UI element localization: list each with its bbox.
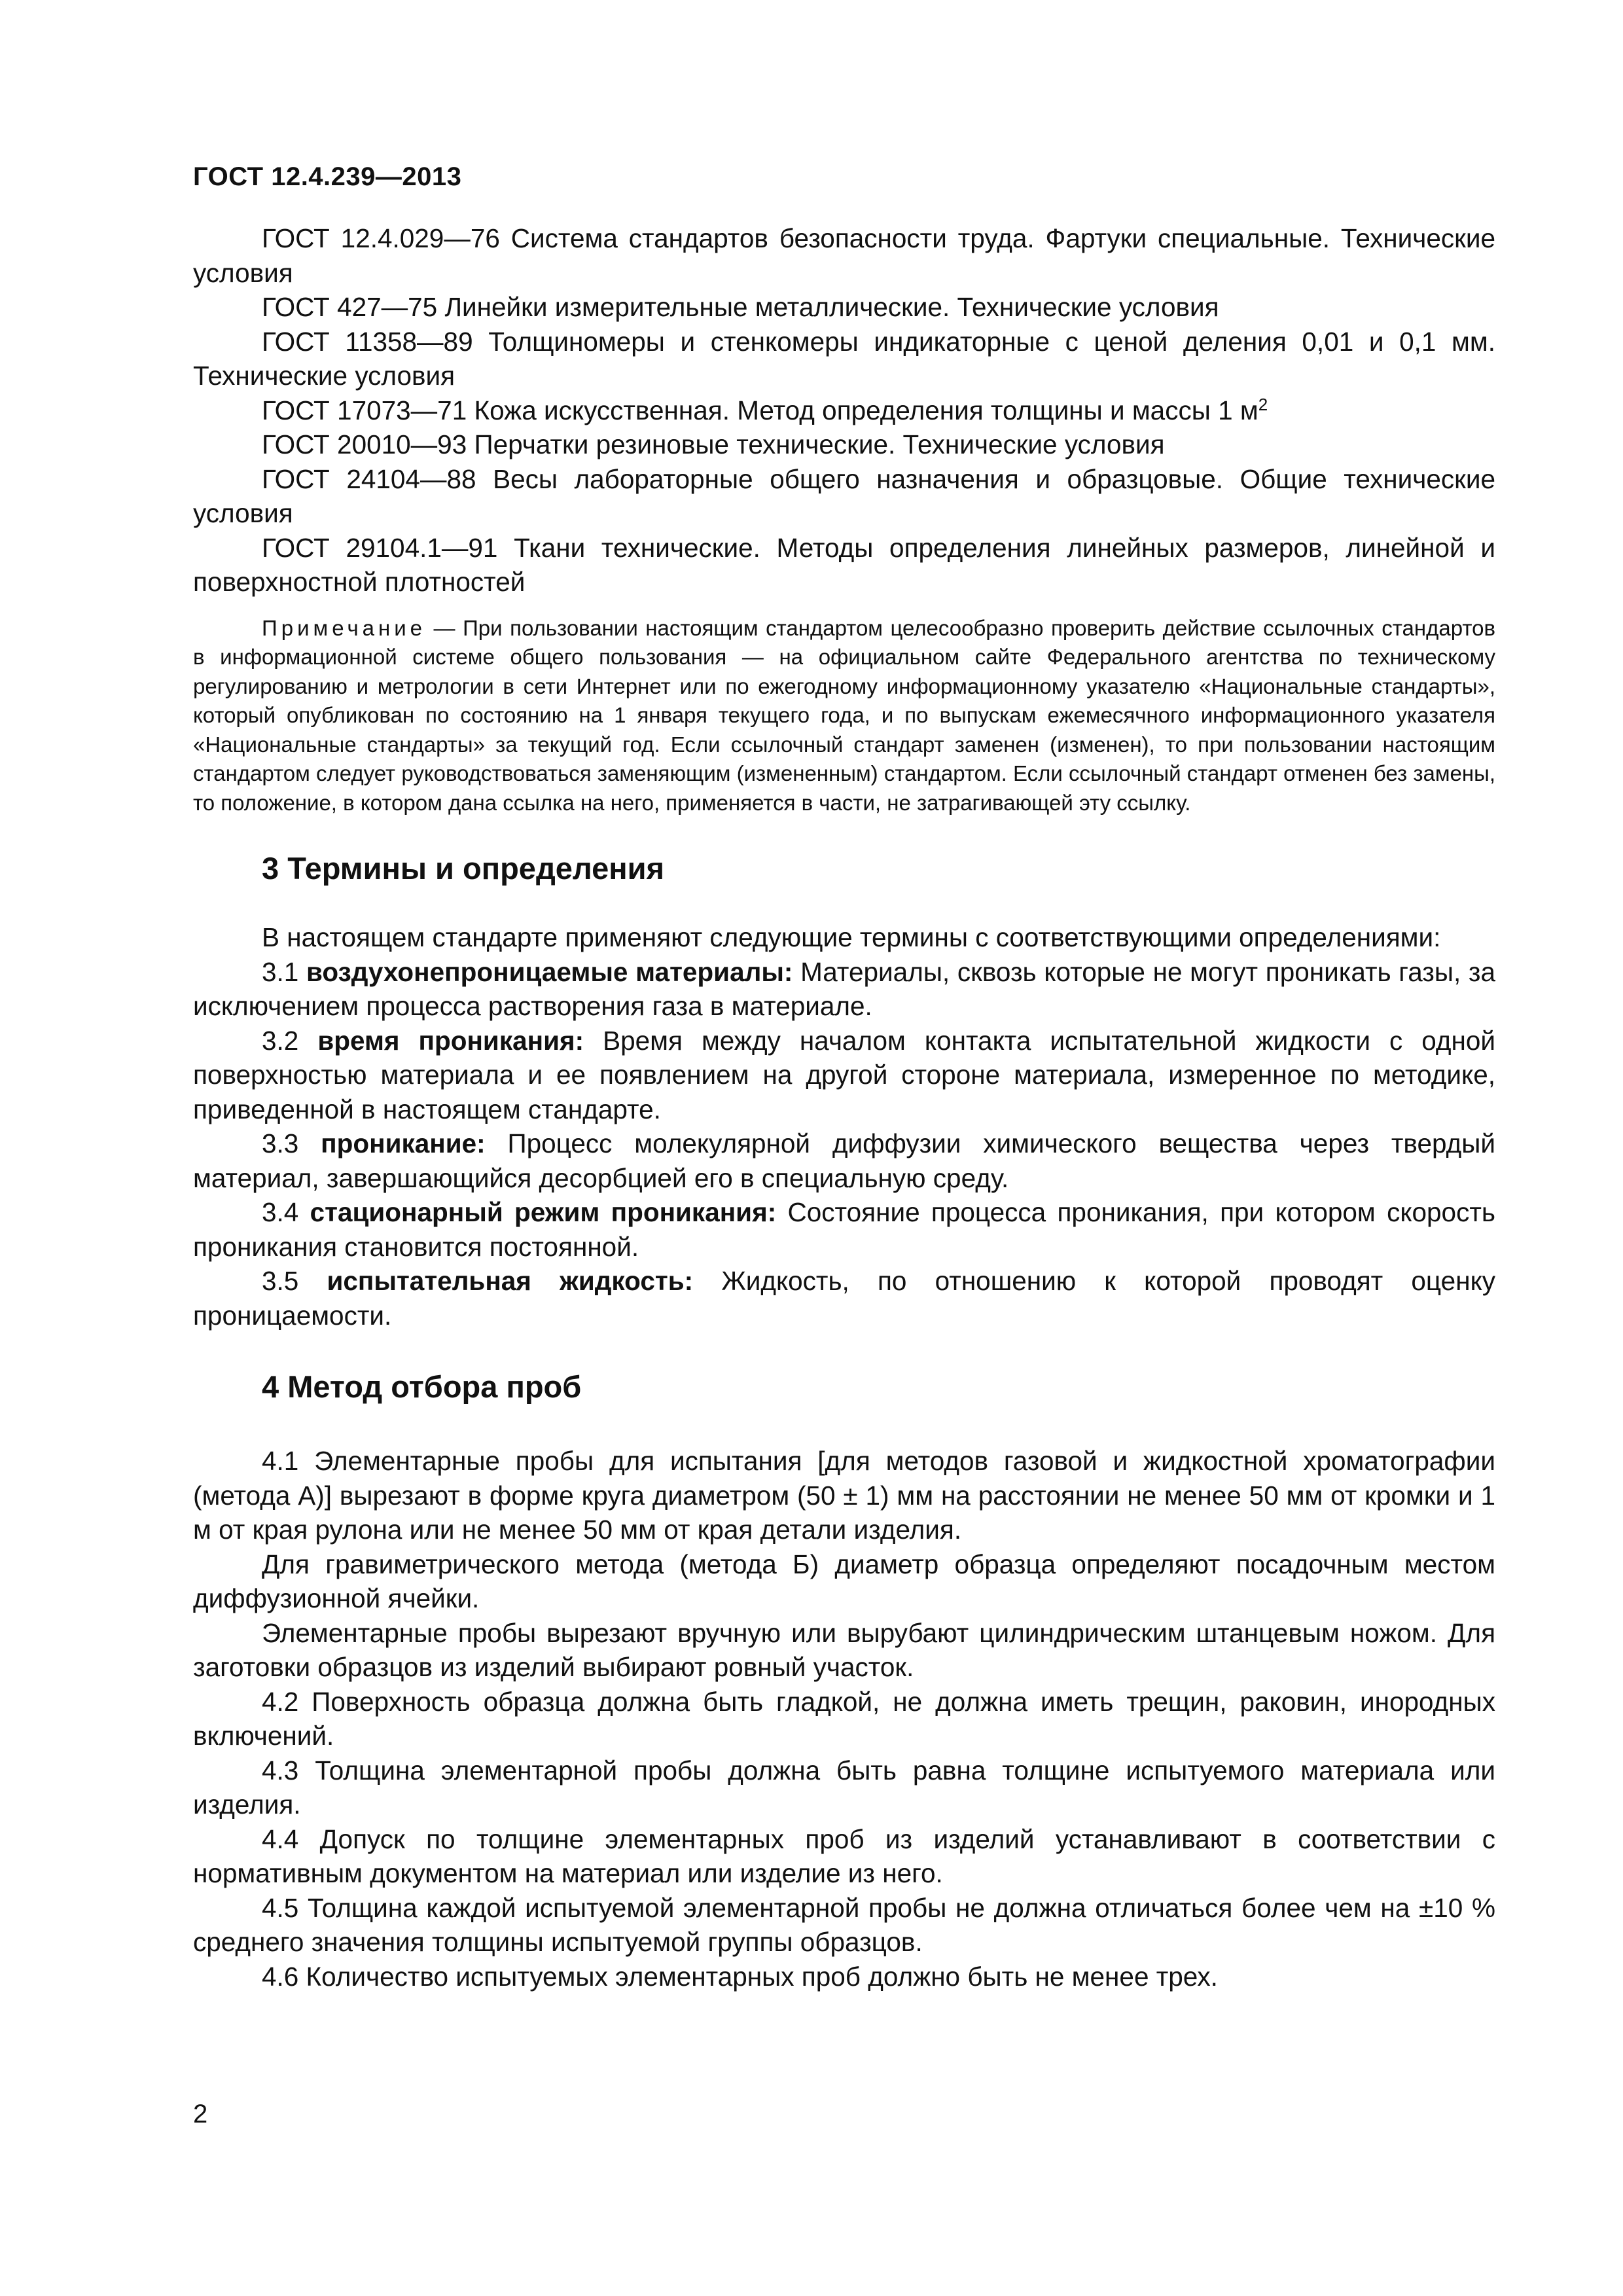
term-text: Состояние процесса проникания, при котором скорость проникания становится постоянной.: [193, 1197, 1495, 1262]
term-name: стационарный режим проникания:: [310, 1197, 777, 1227]
section-4-paragraph: 4.2 Поверхность образца должна быть гладкой, не должна иметь трещин, раковин, инородных включений.: [193, 1686, 1495, 1751]
term-number: 3.3: [262, 1128, 299, 1158]
ref-item: [193, 290, 1495, 325]
ref-item: [193, 462, 1495, 531]
ref-text: Перчатки резиновые технические. Технические условия: [474, 429, 1165, 459]
ref-code: ГОСТ 29104.1—91: [262, 532, 498, 563]
ref-text: Ткани технические. Методы определения линейных размеров, линейной и поверхностной плотностей: [193, 532, 1495, 597]
term-definition: [193, 1126, 1495, 1195]
page-content: [193, 221, 1495, 1994]
term-definition: [193, 1024, 1495, 1127]
ref-code: ГОСТ 17073—71: [262, 395, 467, 425]
ref-item: [193, 427, 1495, 462]
term-number: 3.5: [262, 1266, 299, 1296]
ref-code: ГОСТ 11358—89: [262, 326, 473, 357]
ref-item: [193, 531, 1495, 600]
section-4-paragraph: 4.1 Элементарные пробы для испытания [для методов газовой и жидкостной хроматографии (метода А)] вырезают в форме круга диаметром (50 ± 1) мм на расстоянии не менее 50 мм от кромки и 1 м от края рулона или не менее 50 мм от края детали изделия.: [193, 1446, 1495, 1545]
term-name: проникание:: [321, 1128, 486, 1158]
ref-text: Кожа искусственная. Метод определения толщины и массы 1 м: [474, 395, 1258, 425]
term-number: 3.1: [262, 956, 299, 987]
term-name: испытательная жидкость:: [327, 1266, 694, 1296]
note: [193, 614, 1495, 818]
ref-code: ГОСТ 12.4.029—76: [262, 223, 500, 253]
section-3-intro: В настоящем стандарте применяют следующие термины с соответствующими определениями:: [262, 922, 1441, 952]
term-number: 3.4: [262, 1197, 299, 1227]
term-definition: [193, 1264, 1495, 1333]
section-4-paragraph: 4.6 Количество испытуемых элементарных проб должно быть не менее трех.: [262, 1961, 1218, 1992]
term-definition: [193, 955, 1495, 1024]
ref-code: ГОСТ 20010—93: [262, 429, 467, 459]
term-text: Время между началом контакта испытательной жидкости с одной поверхностью материала и ее появлением на другой стороне материала, измеренное по методике, приведенной в настоящем стандарте.: [193, 1025, 1495, 1124]
page-number: 2: [193, 2100, 208, 2128]
term-text: Процесс молекулярной диффузии химического вещества через твердый материал, завершающийся десорбцией его в специальную среду.: [193, 1128, 1495, 1193]
term-text: Жидкость, по отношению к которой проводят оценку проницаемости.: [193, 1266, 1495, 1331]
document-header: ГОСТ 12.4.239—2013: [193, 162, 462, 191]
ref-text: Система стандартов безопасности труда. Фартуки специальные. Технические условия: [193, 223, 1495, 288]
section-4-title: 4 Метод отбора проб: [262, 1369, 582, 1404]
ref-text: Линейки измерительные металлические. Технические условия: [444, 292, 1219, 322]
ref-code: ГОСТ 24104—88: [262, 463, 476, 494]
note-text: — При пользовании настоящим стандартом целесообразно проверить действие ссылочных стандартов в информационной системе общего пользования — на официальном сайте Федерального агентства по техническому регулированию и метрологии в сети Интернет или по ежегодному информационному указателю «Национальные стандарты», который опубликован по состоянию на 1 января текущего года, и по выпускам ежемесячного информационного указателя «Национальные стандарты» за текущий год. Если ссылочный стандарт заменен (изменен), то при пользовании настоящим стандартом следует руководствоваться заменяющим (измененным) стандартом. Если ссылочный стандарт отменен без замены, то положение, в котором дана ссылка на него, применяется в части, не затрагивающей эту ссылку.: [193, 615, 1495, 815]
ref-item: [193, 325, 1495, 393]
ref-text: Толщиномеры и стенкомеры индикаторные с ценой деления 0,01 и 0,1 мм. Технические условия: [193, 326, 1495, 391]
term-name: воздухонепроницаемые материалы:: [306, 956, 793, 987]
section-3-title: 3 Термины и определения: [262, 851, 664, 886]
section-4-paragraph: Для гравиметрического метода (метода Б) диаметр образца определяют посадочным местом диффузионной ячейки.: [193, 1549, 1495, 1613]
ref-superscript: 2: [1258, 394, 1268, 414]
ref-item: [193, 393, 1495, 428]
ref-code: ГОСТ 427—75: [262, 292, 438, 322]
term-name: время проникания:: [317, 1025, 584, 1056]
term-number: 3.2: [262, 1025, 299, 1056]
note-label: Примечание: [262, 615, 427, 640]
ref-text: Весы лабораторные общего назначения и образцовые. Общие технические условия: [193, 463, 1495, 528]
section-4-paragraph: Элементарные пробы вырезают вручную или вырубают цилиндрическим штанцевым ножом. Для заготовки образцов из изделий выбирают ровный участок.: [193, 1617, 1495, 1682]
section-4-paragraph: 4.5 Толщина каждой испытуемой элементарной пробы не должна отличаться более чем на ±10 % среднего значения толщины испытуемой группы образцов.: [193, 1892, 1495, 1957]
term-text: Материалы, сквозь которые не могут проникать газы, за исключением процесса растворения газа в материале.: [193, 956, 1495, 1021]
section-4-paragraph: 4.3 Толщина элементарной пробы должна быть равна толщине испытуемого материала или изделия.: [193, 1755, 1495, 1820]
ref-item: [193, 221, 1495, 290]
term-definition: [193, 1195, 1495, 1264]
section-4-paragraph: 4.4 Допуск по толщине элементарных проб из изделий устанавливают в соответствии с нормативным документом на материал или изделие из него.: [193, 1823, 1495, 1888]
